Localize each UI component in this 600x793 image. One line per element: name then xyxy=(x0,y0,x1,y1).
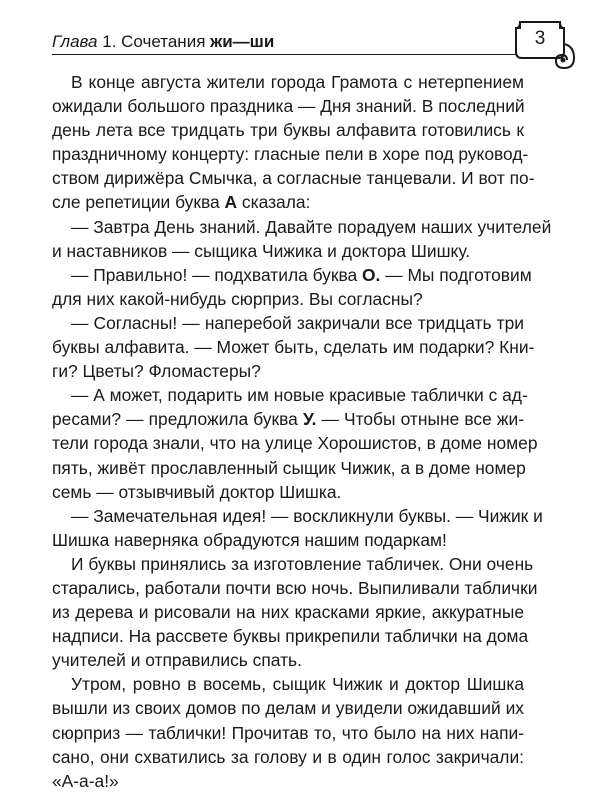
text-line: ги? Цветы? Фломастеры? xyxy=(52,361,261,382)
running-header xyxy=(52,32,522,54)
text-line: старались, работали почти всю ночь. Выпиливали таблички xyxy=(52,577,538,598)
text-line: — А может, подарить им новые красивые таблички с ад- xyxy=(71,385,528,406)
text-line: Шишка наверняка обрадуются нашим подаркам! xyxy=(52,529,447,550)
page-number: 3 xyxy=(534,28,546,49)
story-text xyxy=(52,70,552,793)
paragraph xyxy=(52,70,535,215)
text-line: Утром, ровно в восемь, сыщик Чижик и доктор Шишка xyxy=(71,674,524,695)
text-line: — Завтра День знаний. Давайте порадуем наших учителей xyxy=(71,216,552,237)
text-line: «А-а-а!» xyxy=(52,770,119,791)
bold-letter: О. xyxy=(362,264,381,285)
chapter-title xyxy=(52,32,274,52)
text-line: семь — отзывчивый доктор Шишка. xyxy=(52,481,342,502)
chapter-number: 1. xyxy=(102,32,117,51)
text-line: и наставников — сыщика Чижика и доктора Шишку. xyxy=(52,240,471,261)
paragraph xyxy=(52,263,532,311)
bold-letter: А xyxy=(224,192,238,213)
text-line: — Правильно! — подхватила буква О. — Мы подготовим xyxy=(71,264,532,285)
header-rule xyxy=(52,54,518,55)
text-line: учителей и отправились спать. xyxy=(52,650,302,671)
text-line: ожидали большого праздника — Дня знаний. В последний xyxy=(52,96,525,117)
text-line: день лета все тридцать три буквы алфавита готовились к xyxy=(52,120,524,141)
text-line: тели города знали, что на улице Хорошистов, в доме номер xyxy=(52,433,538,454)
text-line: вышли из своих домов по делам и увидели ожидавший их xyxy=(52,698,524,719)
paragraph xyxy=(52,552,538,672)
text-line: — Согласны! — наперебой закричали все тридцать три xyxy=(71,312,524,333)
paragraph xyxy=(52,672,524,792)
text-line: В конце августа жители города Грамота с нетерпением xyxy=(71,72,524,92)
text-line: надписи. На рассвете буквы прикрепили таблички на дома xyxy=(52,626,529,647)
chapter-name: Сочетания xyxy=(121,32,206,51)
text-line: из дерева и рисовали на них красками яркие, аккуратные xyxy=(52,602,524,623)
paragraph xyxy=(52,383,538,503)
text-line: пять, живёт прославленный сыщик Чижик, а в доме номер xyxy=(52,457,526,478)
paragraph xyxy=(52,215,552,263)
text-line: сано, они схватились за голову и в один голос закричали: xyxy=(52,746,524,767)
text-line: ством дирижёра Смычка, а согласные танцевали. И вот по- xyxy=(52,168,535,189)
text-line: ресами? — предложила буква У. — Чтобы отныне все жи- xyxy=(52,409,524,430)
text-line: сюрприз — таблички! Прочитав то, что было на них напи- xyxy=(52,722,524,743)
bold-letter: У. xyxy=(302,409,317,430)
text-line: — Замечательная идея! — воскликнули буквы. — Чижик и xyxy=(71,505,543,526)
text-line: праздничному концерту: гласные пели в хоре под руковод- xyxy=(52,144,529,165)
chapter-syllables: жи—ши xyxy=(210,32,275,51)
text-line: буквы алфавита. — Может быть, сделать им подарки? Кни- xyxy=(52,337,535,358)
text-line: сле репетиции буква А сказала: xyxy=(52,192,311,213)
paragraph xyxy=(52,311,535,383)
text-line: И буквы принялись за изготовление табличек. Они очень xyxy=(71,553,534,574)
paragraph xyxy=(52,504,543,552)
text-line: для них какой-нибудь сюрприз. Вы согласны? xyxy=(52,288,423,309)
chapter-prefix: Глава xyxy=(52,32,98,51)
